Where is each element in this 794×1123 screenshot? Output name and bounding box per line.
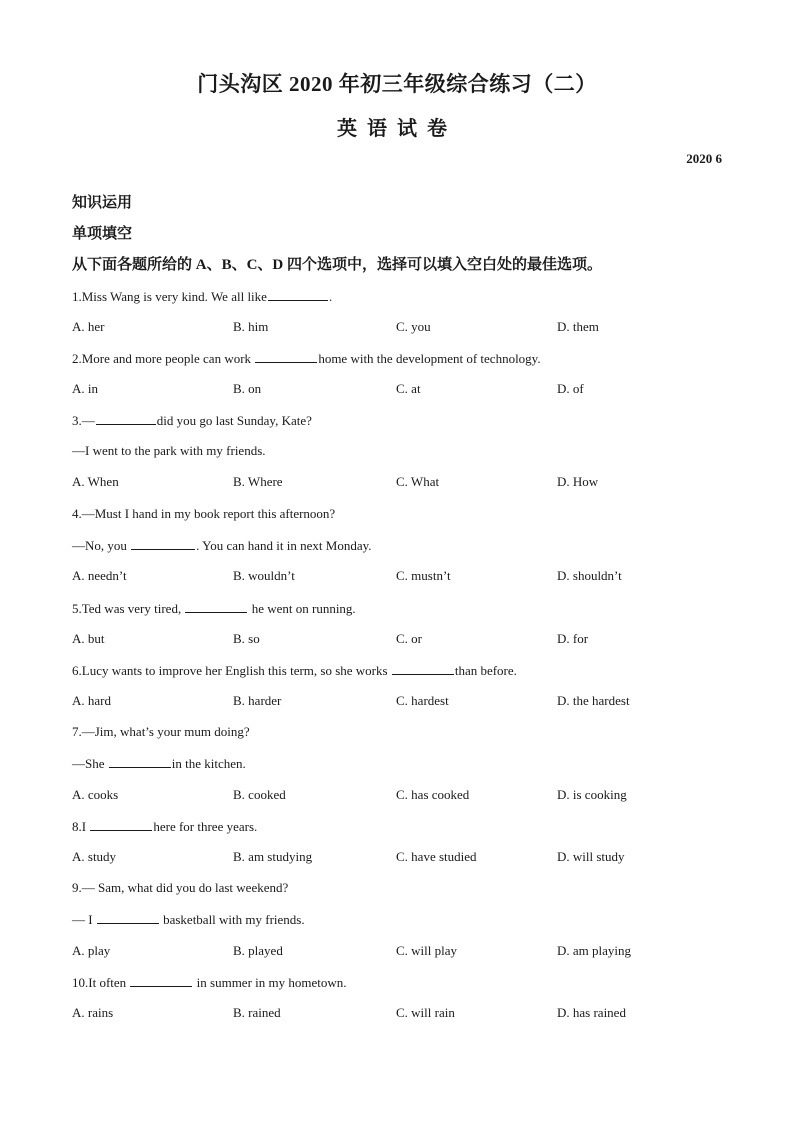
- question-10-option-d: D. has rained: [557, 1005, 626, 1020]
- answer-blank: [268, 288, 328, 301]
- question-3-option-c: C. What: [396, 474, 440, 489]
- question-10-option-c: C. will rain: [396, 1005, 455, 1020]
- question-text: in the kitchen.: [171, 756, 246, 771]
- answer-blank: [130, 974, 192, 987]
- question-text: than before.: [454, 663, 517, 678]
- section-subtitle: 单项填空: [72, 226, 133, 242]
- question-9-option-a: A. play: [72, 943, 111, 958]
- question-text: 1.Miss Wang is very kind. We all like: [72, 289, 267, 304]
- question-10-option-a: A. rains: [72, 1005, 114, 1020]
- question-3-line-2: —I went to the park with my friends.: [72, 443, 266, 458]
- question-1-option-b: B. him: [233, 319, 269, 334]
- question-6-option-a: A. hard: [72, 693, 111, 708]
- answer-blank: [97, 911, 159, 924]
- question-7-option-a: A. cooks: [72, 787, 119, 802]
- question-4-option-b: B. wouldn’t: [233, 568, 295, 583]
- question-2-option-d: D. of: [557, 381, 584, 396]
- question-5-option-b: B. so: [233, 631, 260, 646]
- question-6-option-c: C. hardest: [396, 693, 449, 708]
- question-6-option-b: B. harder: [233, 693, 282, 708]
- question-9-option-c: C. will play: [396, 943, 458, 958]
- section-title: 知识运用: [72, 195, 133, 211]
- question-text: —She: [72, 756, 108, 771]
- question-text: 2.More and more people can work: [72, 351, 255, 366]
- question-4-line-1: 4.—Must I hand in my book report this afternoon?: [72, 506, 336, 521]
- question-7-option-d: D. is cooking: [557, 787, 627, 802]
- exam-subtitle: 英语试卷: [337, 118, 457, 140]
- question-text: he went on running.: [248, 601, 356, 616]
- question-4-option-c: C. mustn’t: [396, 568, 451, 583]
- question-text: 8.I: [72, 819, 90, 834]
- question-8-option-d: D. will study: [557, 849, 625, 864]
- question-7-line-1: 7.—Jim, what’s your mum doing?: [72, 724, 250, 739]
- question-5-option-d: D. for: [557, 631, 589, 646]
- question-10-line-1: [72, 974, 347, 991]
- question-text: did you go last Sunday, Kate?: [156, 413, 312, 428]
- answer-blank: [96, 412, 156, 425]
- question-4-option-a: A. needn’t: [72, 568, 127, 583]
- answer-blank: [255, 350, 317, 363]
- question-3-option-a: A. When: [72, 474, 119, 489]
- question-7-option-b: B. cooked: [233, 787, 286, 802]
- answer-blank: [185, 600, 247, 613]
- question-8-option-b: B. am studying: [233, 849, 313, 864]
- answer-blank: [131, 537, 195, 550]
- exam-title: 门头沟区 2020 年初三年级综合练习（二）: [197, 72, 597, 96]
- question-5-line-1: [72, 600, 356, 617]
- question-1-line-1: [72, 288, 332, 305]
- question-9-option-d: D. am playing: [557, 943, 632, 958]
- question-6-line-1: [72, 662, 517, 679]
- question-3-line-1: [72, 412, 312, 429]
- question-text: basketball with my friends.: [159, 912, 305, 927]
- question-1-option-a: A. her: [72, 319, 105, 334]
- question-text: . You can hand it in next Monday.: [196, 538, 372, 553]
- question-text: here for three years.: [153, 819, 258, 834]
- answer-blank: [90, 818, 152, 831]
- question-5-option-c: C. or: [396, 631, 422, 646]
- question-2-option-c: C. at: [396, 381, 421, 396]
- question-7-line-2: [72, 755, 246, 772]
- question-text: .: [328, 289, 333, 304]
- question-8-option-a: A. study: [72, 849, 117, 864]
- question-text: in summer in my hometown.: [193, 975, 347, 990]
- question-5-option-a: A. but: [72, 631, 105, 646]
- question-8-line-1: [72, 818, 257, 835]
- answer-blank: [392, 662, 454, 675]
- question-text: 10.It often: [72, 975, 130, 990]
- answer-blank: [109, 755, 171, 768]
- question-2-option-a: A. in: [72, 381, 98, 396]
- question-2-line-1: [72, 350, 541, 367]
- question-4-option-d: D. shouldn’t: [557, 568, 622, 583]
- question-text: 6.Lucy wants to improve her English this term, so she works: [72, 663, 391, 678]
- question-2-option-b: B. on: [233, 381, 262, 396]
- section-instruction: 从下面各题所给的 A、B、C、D 四个选项中，选择可以填入空白处的最佳选项。: [72, 257, 603, 273]
- question-4-line-2: [72, 537, 372, 554]
- question-text: 3.—: [72, 413, 95, 428]
- question-text: —No, you: [72, 538, 131, 553]
- question-10-option-b: B. rained: [233, 1005, 281, 1020]
- question-text: — I: [72, 912, 96, 927]
- question-9-option-b: B. played: [233, 943, 283, 958]
- question-text: 5.Ted was very tired,: [72, 601, 185, 616]
- question-3-option-d: D. How: [557, 474, 599, 489]
- question-1-option-c: C. you: [396, 319, 431, 334]
- question-6-option-d: D. the hardest: [557, 693, 630, 708]
- exam-date: 2020 6: [686, 151, 722, 166]
- question-7-option-c: C. has cooked: [396, 787, 470, 802]
- question-8-option-c: C. have studied: [396, 849, 477, 864]
- question-9-line-2: [72, 911, 305, 928]
- question-9-line-1: 9.— Sam, what did you do last weekend?: [72, 880, 289, 895]
- question-1-option-d: D. them: [557, 319, 599, 334]
- question-3-option-b: B. Where: [233, 474, 283, 489]
- question-text: home with the development of technology.: [318, 351, 541, 366]
